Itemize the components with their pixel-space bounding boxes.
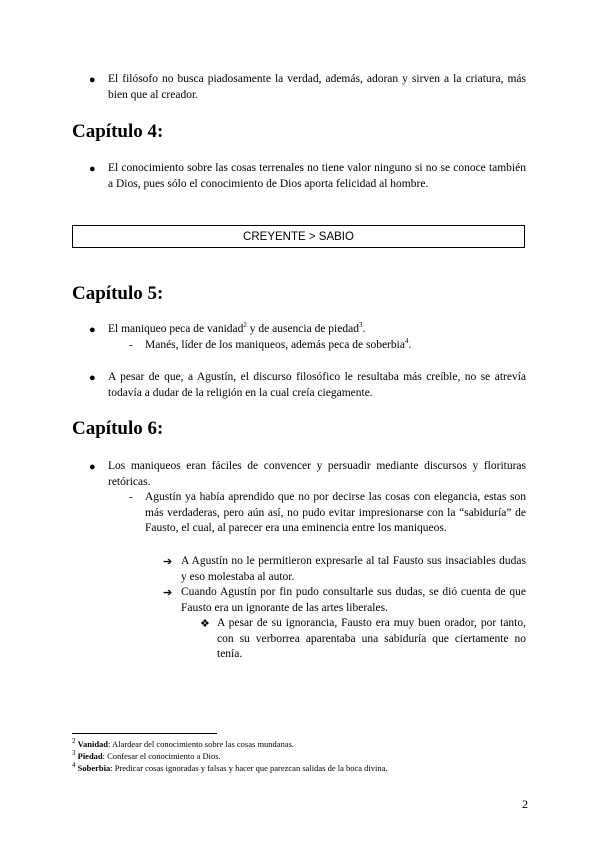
bullet-icon: ● [89, 324, 96, 336]
arrow-icon: ➔ [163, 587, 173, 599]
sub-item: Agustín ya había aprendido que no por decirse las cosas con elegancia, estas son más verdaderas, pero aún así, no pudo evitar impresionarse con la “sabiduría” de Fausto, el cual, al parecer era una eminencia entre los maniqueos. [145, 491, 526, 534]
bullet-icon: ● [89, 372, 96, 384]
bullet-icon: ● [89, 74, 96, 86]
footnote-ref-3[interactable]: 3 [358, 321, 363, 330]
list-item: El maniqueo peca de vanidad$^2$ y de ausencia de piedad$^3$. [108, 321, 366, 335]
list-item: El filósofo no busca piadosamente la verdad, además, adoran y sirven a la criatura, más bien que al creador. [108, 73, 526, 101]
arrow-item: Cuando Agustín por fin pudo consultarle sus dudas, se dió cuenta de que Fausto era un ignorante de las artes liberales. [181, 586, 526, 614]
bullet-icon: ● [89, 461, 96, 473]
bullet-icon: ● [89, 163, 96, 175]
chapter-5-heading: Capítulo 5: [72, 283, 164, 304]
footnote-3: $^3$ Piedad: Confesar el conocimiento a Dios. [72, 749, 221, 761]
footnote-ref-4[interactable]: 4 [404, 337, 409, 346]
dash-icon: - [129, 491, 133, 503]
page-number: 2 [522, 797, 528, 811]
diamond-item: A pesar de su ignorancia, Fausto era muy buen orador, por tanto, con su verborrea aparentaba una sabiduría que ciertamente no tenía. [217, 617, 526, 660]
diamond-icon: ❖ [200, 618, 210, 630]
list-item: A pesar de que, a Agustín, el discurso filosófico le resultaba más creíble, no se atrevía todavía a dudar de la religión en la cual creía ciegamente. [108, 371, 526, 399]
footnote-ref-2[interactable]: 2 [243, 321, 247, 330]
arrow-icon: ➔ [163, 556, 173, 568]
list-item: El conocimiento sobre las cosas terrenales no tiene valor ninguno si no se conoce también a Dios, pues sólo el conocimiento de Dios aporta felicidad al hombre. [108, 162, 526, 190]
chapter-4-heading: Capítulo 4: [72, 121, 164, 142]
dash-icon: - [129, 339, 133, 351]
chapter-6-heading: Capítulo 6: [72, 418, 164, 439]
arrow-item: A Agustín no le permitieron expresarle al tal Fausto sus insaciables dudas y eso molestaba al autor. [181, 555, 526, 583]
footnote-2: $^2$ Vanidad: Alardear del conocimiento sobre las cosas mundanas. [72, 737, 295, 749]
footnote-separator [72, 733, 217, 734]
sub-item: Manés, líder de los maniqueos, además peca de soberbia$^4$. [145, 337, 412, 351]
list-item: Los maniqueos eran fáciles de convencer y persuadir mediante discursos y florituras retóricas. [108, 460, 526, 488]
highlight-box: CREYENTE > SABIO [72, 225, 525, 248]
footnote-4: $^4$ Soberbia: Predicar cosas ignoradas y falsas y hacer que parezcan salidas de la boca divina. [72, 761, 388, 773]
